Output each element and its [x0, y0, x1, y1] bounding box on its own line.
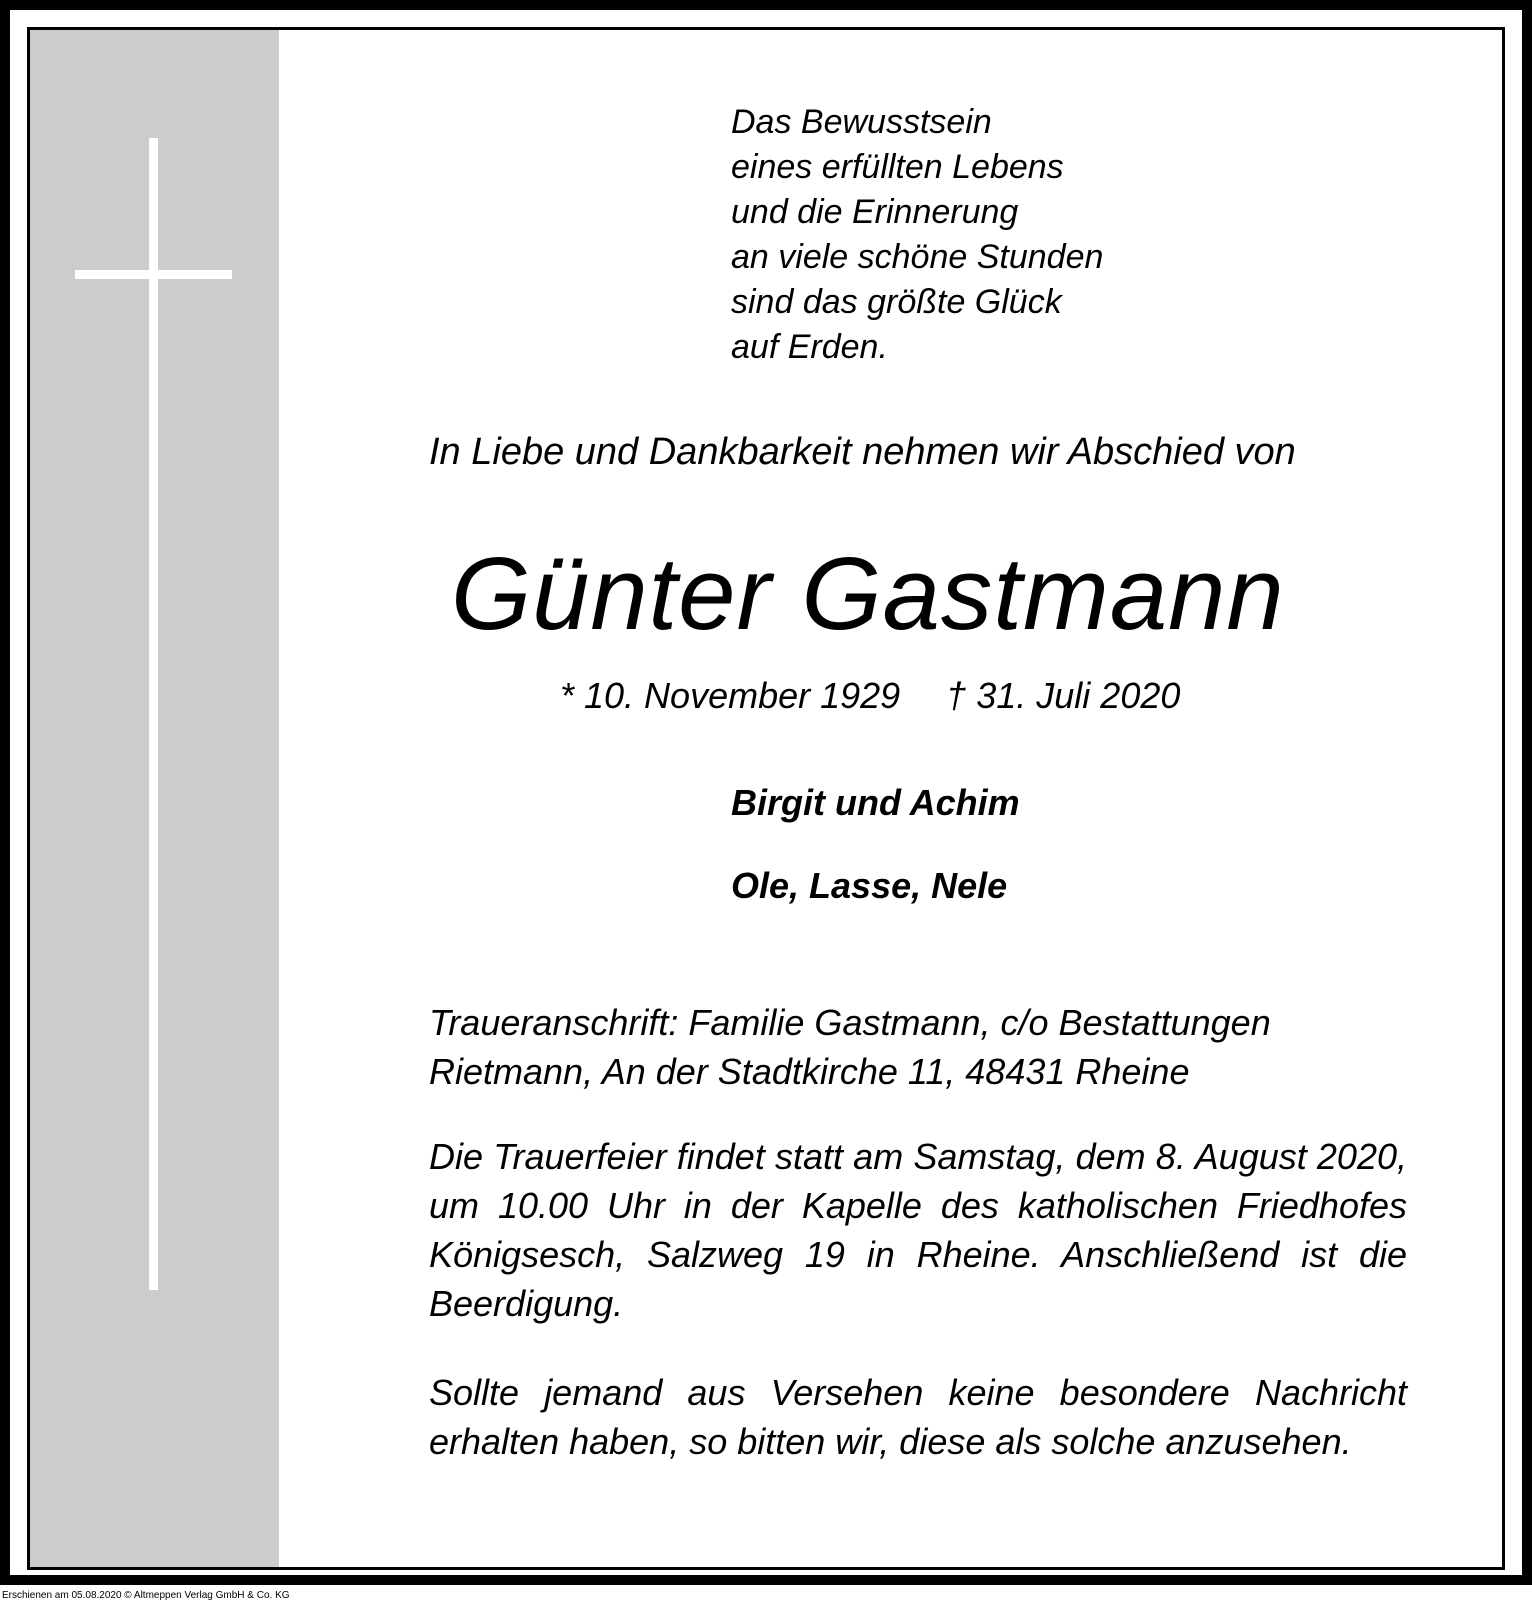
- address-line: Rietmann, An der Stadtkirche 11, 48431 Rheine: [429, 1051, 1190, 1092]
- poem-line: sind das größte Glück: [731, 283, 1062, 321]
- poem-line: an viele schöne Stunden: [731, 238, 1104, 276]
- birth-date: * 10. November 1929: [560, 675, 901, 716]
- poem-line: Das Bewusstsein: [731, 103, 992, 141]
- mourner-line: Ole, Lasse, Nele: [731, 865, 1008, 906]
- mourning-address: [429, 998, 1271, 1096]
- life-dates: [560, 675, 1180, 717]
- address-line: Traueranschrift: Familie Gastmann, c/o Bestattungen: [429, 1002, 1271, 1043]
- poem-line: eines erfüllten Lebens: [731, 148, 1064, 186]
- cross-icon-beam: [75, 270, 232, 279]
- farewell-line: In Liebe und Dankbarkeit nehmen wir Abschied von: [429, 431, 1296, 473]
- cross-icon: [149, 138, 158, 1290]
- obituary-card: [27, 27, 1505, 1570]
- mourner-line: Birgit und Achim: [731, 782, 1020, 823]
- poem: [731, 100, 1103, 370]
- poem-line: und die Erinnerung: [731, 193, 1019, 231]
- publication-footer: Erschienen am 05.08.2020 © Altmeppen Verlag GmbH & Co. KG: [2, 1590, 290, 1601]
- side-band: [30, 30, 279, 1567]
- death-date: † 31. Juli 2020: [946, 675, 1181, 716]
- poem-line: auf Erden.: [731, 328, 888, 366]
- notice-paragraph: Sollte jemand aus Versehen keine besondere Nachricht erhalten haben, so bitten wir, diese als solche anzusehen.: [429, 1372, 1407, 1462]
- funeral-service-paragraph: Die Trauerfeier findet statt am Samstag, dem 8. August 2020, um 10.00 Uhr in der Kapelle des katholischen Friedhofes Königsesch, Salzweg 19 in Rheine. Anschließend ist die Beerdigung.: [429, 1136, 1407, 1324]
- deceased-name: Günter Gastmann: [451, 536, 1285, 651]
